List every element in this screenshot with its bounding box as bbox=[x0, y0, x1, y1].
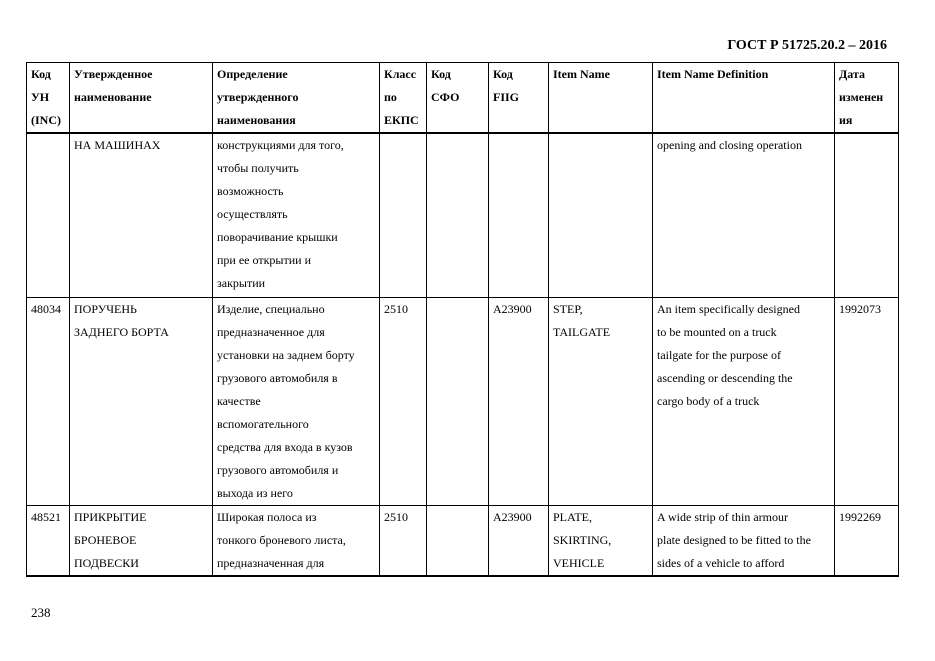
cell-text-line: Код bbox=[493, 67, 513, 81]
cell-text-line: средства для входа в кузов bbox=[217, 439, 353, 454]
cell-class bbox=[380, 505, 427, 576]
cell-text-line: ПРИКРЫТИЕ bbox=[74, 509, 147, 524]
cell-name bbox=[70, 505, 213, 576]
cell-date bbox=[835, 505, 899, 576]
cell-name bbox=[70, 133, 213, 297]
cell-name bbox=[70, 297, 213, 505]
cell-text-line: чтобы получить bbox=[217, 161, 299, 175]
cell-text-line: A23900 bbox=[493, 301, 532, 316]
cell-fiig bbox=[489, 133, 549, 297]
cell-text-line: Широкая полоса из bbox=[217, 509, 317, 524]
cell-text-line: cargo body of a truck bbox=[657, 393, 760, 408]
cell-inc bbox=[27, 297, 70, 505]
cell-text-line: Item Name bbox=[553, 67, 610, 81]
cell-text-line: выхода из него bbox=[217, 485, 293, 500]
cell-text-line: наименования bbox=[217, 113, 296, 127]
cell-text-line: наименование bbox=[74, 90, 152, 104]
cell-text-line: 2510 bbox=[384, 509, 408, 524]
cell-text-line: Определение bbox=[217, 67, 288, 81]
cell-text-line: 1992269 bbox=[839, 509, 881, 524]
cell-text-line: to be mounted on a truck bbox=[657, 324, 777, 339]
cell-sfo bbox=[427, 505, 489, 576]
cell-text-line: opening and closing operation bbox=[657, 138, 802, 152]
cell-text-line: 1992073 bbox=[839, 301, 881, 316]
cell-text-line: Item Name Definition bbox=[657, 67, 769, 81]
col-header-approved-name bbox=[70, 63, 213, 134]
cell-text-line: по bbox=[384, 90, 397, 104]
cell-text-line: TAILGATE bbox=[553, 324, 611, 339]
document-code-header: ГОСТ Р 51725.20.2 – 2016 bbox=[727, 38, 887, 53]
cell-text-line: установки на заднем борту bbox=[217, 347, 355, 362]
cell-text-line: НА МАШИНАХ bbox=[74, 138, 161, 152]
cell-text-line: ЕКПС bbox=[384, 113, 419, 127]
cell-text-line: PLATE, bbox=[553, 509, 592, 524]
table-row bbox=[27, 505, 899, 576]
cell-text-line: Дата bbox=[839, 67, 865, 81]
cell-text-line: sides of a vehicle to afford bbox=[657, 555, 785, 570]
cell-text-line: tailgate for the purpose of bbox=[657, 347, 781, 362]
cell-text-line: при ее открытии и bbox=[217, 253, 311, 267]
cell-class bbox=[380, 133, 427, 297]
cell-text-line: 2510 bbox=[384, 301, 408, 316]
col-header-sfo-code bbox=[427, 63, 489, 134]
col-header-change-date bbox=[835, 63, 899, 134]
cell-text-line: 48034 bbox=[31, 301, 61, 316]
cell-text-line: предназначенная для bbox=[217, 555, 325, 570]
cell-class bbox=[380, 297, 427, 505]
cell-text-line: ПОРУЧЕНЬ bbox=[74, 301, 137, 316]
cell-text-line: An item specifically designed bbox=[657, 301, 800, 316]
cell-text-line: ascending or descending the bbox=[657, 370, 793, 385]
cell-item-name bbox=[549, 505, 653, 576]
cell-text-line: SKIRTING, bbox=[553, 532, 612, 547]
cell-fiig bbox=[489, 505, 549, 576]
cell-text-line: ЗАДНЕГО БОРТА bbox=[74, 324, 169, 339]
cell-text-line: поворачивание крышки bbox=[217, 230, 338, 244]
page-number: 238 bbox=[31, 605, 51, 620]
cell-text-line: качестве bbox=[217, 393, 261, 408]
cell-text-line: грузового автомобиля и bbox=[217, 462, 339, 477]
cell-inc bbox=[27, 505, 70, 576]
table-row bbox=[27, 297, 899, 505]
cell-text-line: Класс bbox=[384, 67, 417, 81]
cell-text-line: БРОНЕВОЕ bbox=[74, 532, 137, 547]
cell-sfo bbox=[427, 133, 489, 297]
cell-text-line: СФО bbox=[431, 90, 460, 104]
table-row bbox=[27, 133, 899, 297]
cell-text-line: VEHICLE bbox=[553, 555, 605, 570]
classification-table bbox=[26, 62, 899, 577]
cell-text-line: Утвержденное bbox=[74, 67, 153, 81]
cell-item-name bbox=[549, 297, 653, 505]
table-header-row bbox=[27, 63, 899, 134]
cell-date bbox=[835, 297, 899, 505]
cell-item-definition bbox=[653, 297, 835, 505]
cell-text-line: A wide strip of thin armour bbox=[657, 509, 788, 524]
cell-text-line: предназначенное для bbox=[217, 324, 325, 339]
cell-date bbox=[835, 133, 899, 297]
cell-text-line: УН bbox=[31, 90, 50, 104]
col-header-class bbox=[380, 63, 427, 134]
cell-item-definition bbox=[653, 505, 835, 576]
cell-text-line: Код bbox=[31, 67, 51, 81]
col-header-item-name-definition bbox=[653, 63, 835, 134]
cell-text-line: FIIG bbox=[493, 90, 520, 104]
col-header-definition bbox=[213, 63, 380, 134]
cell-inc bbox=[27, 133, 70, 297]
cell-text-line: 48521 bbox=[31, 509, 61, 524]
cell-definition bbox=[213, 133, 380, 297]
cell-item-definition bbox=[653, 133, 835, 297]
cell-item-name bbox=[549, 133, 653, 297]
cell-text-line: конструкциями для того, bbox=[217, 138, 344, 152]
cell-text-line: Изделие, специально bbox=[217, 301, 325, 316]
cell-text-line: ПОДВЕСКИ bbox=[74, 555, 139, 570]
cell-text-line: вспомогательного bbox=[217, 416, 309, 431]
cell-definition bbox=[213, 505, 380, 576]
cell-text-line: утвержденного bbox=[217, 90, 299, 104]
col-header-inc-code bbox=[27, 63, 70, 134]
cell-text-line: ия bbox=[839, 113, 853, 127]
cell-text-line: возможность bbox=[217, 184, 284, 198]
col-header-fiig-code bbox=[489, 63, 549, 134]
cell-text-line: plate designed to be fitted to the bbox=[657, 532, 811, 547]
cell-text-line: тонкого броневого листа, bbox=[217, 532, 346, 547]
cell-fiig bbox=[489, 297, 549, 505]
cell-text-line: осуществлять bbox=[217, 207, 288, 221]
cell-definition bbox=[213, 297, 380, 505]
cell-text-line: (INC) bbox=[31, 113, 61, 127]
cell-text-line: грузового автомобиля в bbox=[217, 370, 338, 385]
cell-text-line: Код bbox=[431, 67, 451, 81]
col-header-item-name bbox=[549, 63, 653, 134]
cell-text-line: закрытии bbox=[217, 276, 266, 290]
cell-sfo bbox=[427, 297, 489, 505]
cell-text-line: STEP, bbox=[553, 301, 583, 316]
cell-text-line: изменен bbox=[839, 90, 884, 104]
cell-text-line: A23900 bbox=[493, 509, 532, 524]
